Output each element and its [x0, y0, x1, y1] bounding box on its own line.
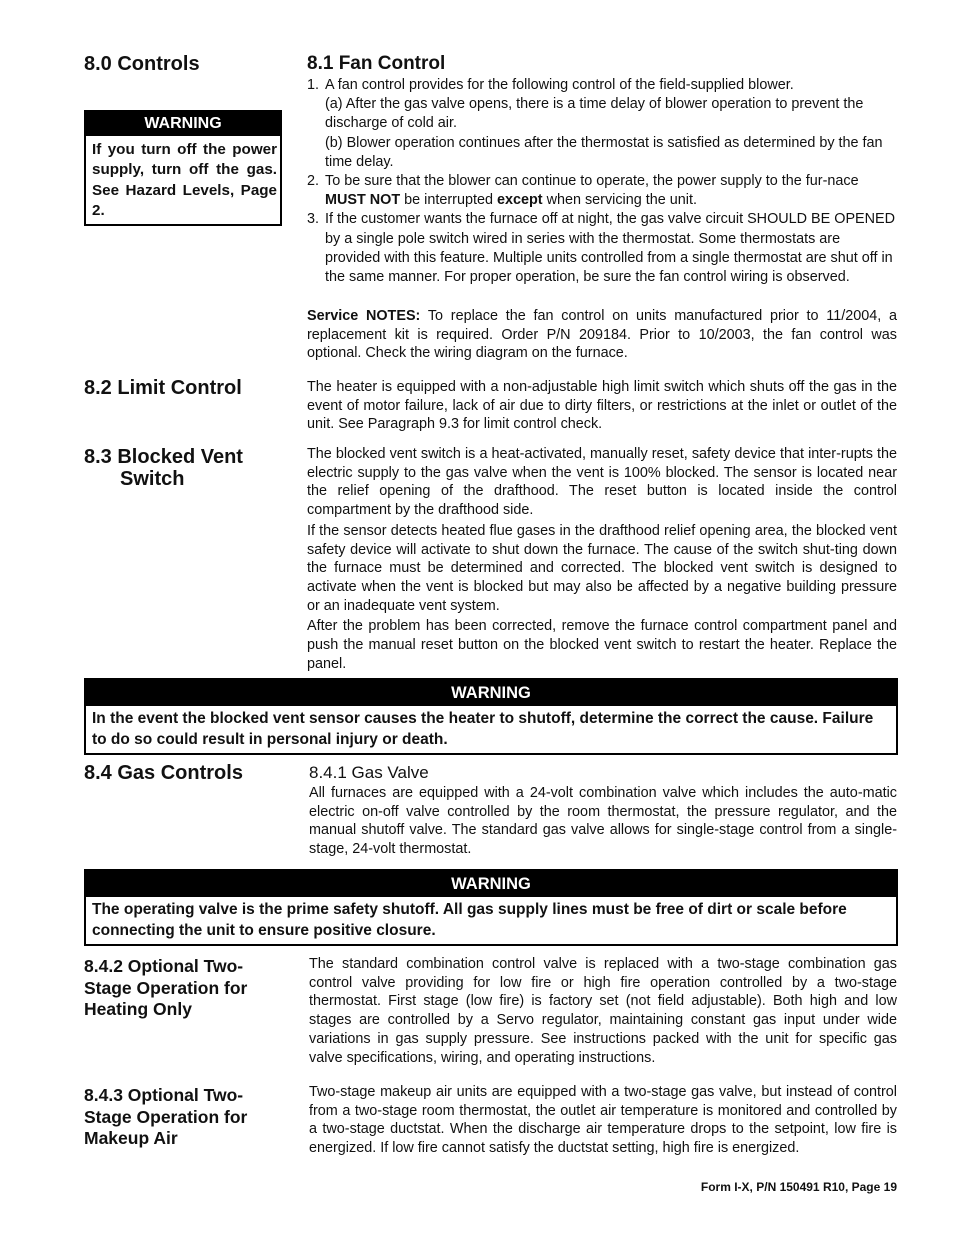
section-8-4-2-title — [84, 956, 247, 1021]
service-notes — [307, 307, 897, 363]
paragraph: All furnaces are equipped with a 24-volt combination valve which includes the auto-matic electric on-off valve controlled by the room thermostat, the pressure regulator, and the manual shutoff valve. The standard gas valve allows for single-stage control from a single-stage, 24-volt thermostat. — [309, 785, 897, 858]
warning-text: If you turn off the power supply, turn off the gas. See Hazard Levels, Page 2. — [92, 141, 277, 219]
section-8-4-title: 8.4 Gas Controls — [84, 762, 243, 784]
limit-control-text — [307, 378, 897, 434]
blocked-vent-text — [307, 445, 897, 673]
two-stage-makeup-text — [309, 1083, 897, 1158]
section-8-3-title — [84, 446, 243, 490]
title-line: 8.4.3 Optional Two- — [84, 1085, 244, 1105]
list-item — [307, 76, 897, 95]
warning-label: WARNING — [86, 680, 896, 706]
emphasis-text: except — [496, 192, 543, 209]
paragraph: Two-stage makeup air units are equipped with a two-stage gas valve, but instead of control from a two-stage room thermostat, the outlet air temperature is monitored and controlled by a two-stage ductstat. When the discharge air temperature drops to the setpoint, low fire is energized. If low fire cannot satisfy the ductstat setting, high fire is energized. — [309, 1084, 897, 1157]
section-8-0-title: 8.0 Controls — [84, 53, 200, 75]
emphasis-text: MUST NOT — [325, 192, 401, 209]
paragraph: If the sensor detects heated flue gases in the drafthood relief opening area, the blocked vent safety device will activate to shut down the furnace. The cause of the switch shut-ting down the furnace must be determined and corrected. The blocked vent switch is designed to activate when the vent is blocked but may also be affected by a negative building pressure or an inadequate vent system. — [307, 522, 897, 614]
list-subitem: (a) After the gas valve opens, there is a time delay of blower operation to prevent the discharge of cold air. — [325, 96, 864, 132]
service-notes-text: To replace the fan control on units manufactured prior to 11/2004, a replacement kit is required. Order P/N 209184. Prior to 10/2003, the fan control was optional. Check the wiring diagram on the furnace. — [307, 308, 897, 362]
list-subitem: (b) Blower operation continues after the thermostat is satisfied as determined by the fan time delay. — [325, 134, 883, 170]
list-number: 3. — [307, 211, 320, 228]
text-run: be interrupted — [400, 192, 497, 209]
warning-text: The operating valve is the prime safety shutoff. All gas supply lines must be free of dirt or scale before connecting the unit to ensure positive closure. — [92, 901, 847, 939]
warning-label: WARNING — [86, 112, 280, 136]
warning-box-blocked-vent — [84, 678, 898, 755]
title-line: Stage Operation for — [84, 977, 248, 998]
paragraph: The standard combination control valve is replaced with a two-stage combination gas control valve providing for low fire or high fire operation controlled by a two-stage thermostat. First stage (low fire) is factory set (not field adjustable). Both high and low stages are controlled by a Servo regulator, maintaining constant gas input under wide variations in gas supply pressure. See instructions packed with the unit for specific gas valve specifications, wiring, and operating instructions. — [309, 956, 897, 1066]
service-notes-label: Service NOTES: — [307, 308, 421, 324]
list-item-text — [325, 172, 897, 210]
warning-box-gas-valve — [84, 869, 898, 946]
title-line: Stage Operation for — [84, 1106, 248, 1127]
page-footer: Form I-X, P/N 150491 R10, Page 19 — [700, 1180, 897, 1194]
list-number: 1. — [307, 77, 320, 93]
title-line: 8.3 Blocked Vent — [84, 446, 243, 468]
text-run: To be sure that the blower can continue to operate, the power supply to the fur-nace — [325, 173, 859, 190]
title-line: Makeup Air — [84, 1128, 178, 1148]
warning-text: In the event the blocked vent sensor causes the heater to shutoff, determine the correct the cause. Failure to do so could result in personal injury or death. — [92, 710, 874, 748]
list-item — [307, 210, 897, 287]
section-8-4-1-title: 8.4.1 Gas Valve — [309, 763, 429, 782]
gas-valve-text — [309, 784, 897, 859]
section-8-2-title: 8.2 Limit Control — [84, 377, 242, 399]
paragraph: The blocked vent switch is a heat-activated, manually reset, safety device that inter-rupts the electric supply to the gas valve when the vent is 100% blocked. The sensor is located near the relief opening of the drafthood. The reset button is located inside the control compartment by the drafthood side. — [307, 446, 897, 519]
paragraph: The heater is equipped with a non-adjustable high limit switch which shuts off the gas in the event of motor failure, lack of air due to dirty filters, or restrictions at the inlet or outlet of the unit. See Paragraph 9.3 for limit control check. — [307, 379, 897, 433]
section-8-1-title: 8.1 Fan Control — [307, 53, 446, 74]
warning-label: WARNING — [86, 871, 896, 897]
paragraph: After the problem has been corrected, remove the furnace control compartment panel and push the manual reset button on the blocked vent switch to restart the heater. Replace the panel. — [307, 618, 897, 672]
list-item-text: If the customer wants the furnace off at night, the gas valve circuit SHOULD BE OPENED by a single pole switch wired in series with the thermostat. Some thermostats are provided with this feature. Multiple units controlled from a single thermostat are shut off in the same manner. For proper operation, be sure the fan control wiring is observed. — [325, 211, 896, 286]
title-line: 8.4.2 Optional Two- — [84, 956, 244, 976]
title-line: Heating Only — [84, 999, 192, 1019]
list-number: 2. — [307, 173, 320, 190]
text-run: when servicing the unit. — [542, 192, 697, 209]
fan-control-list — [307, 76, 897, 287]
title-line: Switch — [120, 468, 185, 490]
section-8-4-3-title — [84, 1085, 247, 1150]
two-stage-heating-text — [309, 955, 897, 1067]
list-item — [307, 172, 897, 210]
warning-box-power — [84, 110, 282, 226]
list-item-text: A fan control provides for the following control of the field-supplied blower. — [325, 77, 794, 93]
